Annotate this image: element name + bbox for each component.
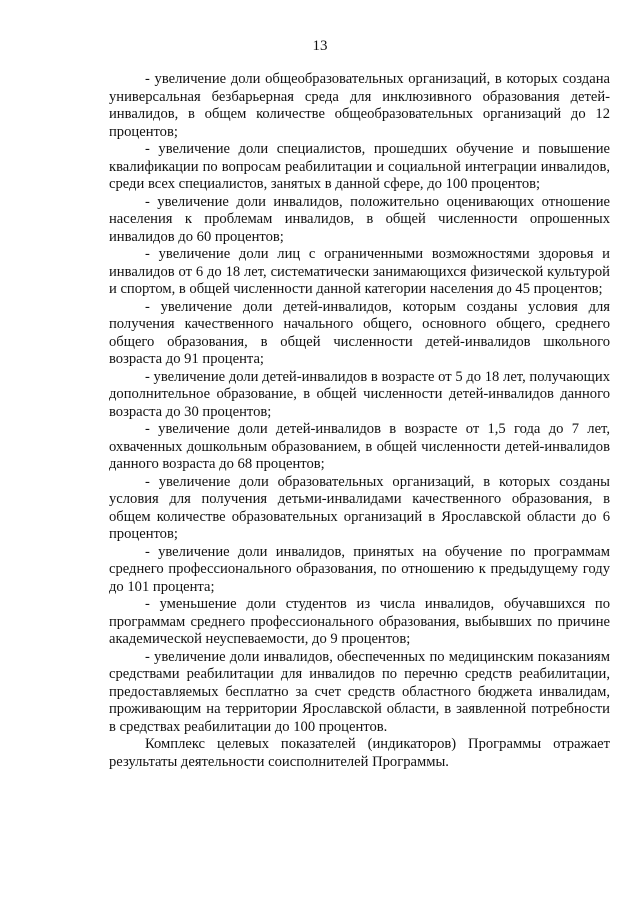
list-item: - увеличение доли общеобразовательных организаций, в которых создана универсальная безбарьерная среда для инклюзивного образования детей-инвалидов, в общем количестве общеобразовательных организаций до 12 процентов; xyxy=(109,71,610,140)
document-body xyxy=(109,71,610,771)
list-item: - увеличение доли детей-инвалидов в возрасте от 1,5 года до 7 лет, охваченных дошкольным образованием, в общей численности детей-инвалидов данного возраста до 68 процентов; xyxy=(109,421,610,472)
list-item: - увеличение доли инвалидов, обеспеченных по медицинским показаниям средствами реабилитации для инвалидов по перечню средств реабилитации, предоставляемых бесплатно за счет средств областного бюджета инвалидам, проживающим на территории Ярославской области, в заявленной потребности в средствах реабилитации до 100 процентов. xyxy=(109,648,610,735)
list-item: - увеличение доли инвалидов, положительно оценивающих отношение населения к проблемам инвалидов, в общей численности опрошенных инвалидов до 60 процентов; xyxy=(109,193,610,245)
list-item: - увеличение доли образовательных организаций, в которых созданы условия для получения детьми-инвалидами качественного образования, в общем количестве образовательных организаций в Ярославской области до 6 процентов; xyxy=(109,473,610,542)
list-item: - уменьшение доли студентов из числа инвалидов, обучавшихся по программам среднего профессионального образования, выбывших по причине академической неуспеваемости, до 9 процентов; xyxy=(109,596,610,647)
list-item: - увеличение доли детей-инвалидов в возрасте от 5 до 18 лет, получающих дополнительное образование, в общей численности детей-инвалидов данного возраста до 30 процентов; xyxy=(109,368,610,420)
list-item: - увеличение доли инвалидов, принятых на обучение по программам среднего профессионального образования, по отношению к предыдущему году до 101 процента; xyxy=(109,543,610,595)
list-item: - увеличение доли специалистов, прошедших обучение и повышение квалификации по вопросам реабилитации и социальной интеграции инвалидов, среди всех специалистов, занятых в данной сфере, до 100 процентов; xyxy=(109,141,610,192)
list-item: - увеличение доли детей-инвалидов, которым созданы условия для получения качественного начального общего, основного общего, среднего общего образования, в общей численности детей-инвалидов школьного возраста до 91 процента; xyxy=(109,298,610,367)
closing-paragraph: Комплекс целевых показателей (индикаторов) Программы отражает результаты деятельности соисполнителей Программы. xyxy=(109,736,610,770)
page-number: 13 xyxy=(312,38,328,54)
list-item: - увеличение доли лиц с ограниченными возможностями здоровья и инвалидов от 6 до 18 лет, систематически занимающихся физической культурой и спортом, в общей численности данной категории населения до 45 процентов; xyxy=(109,246,610,297)
